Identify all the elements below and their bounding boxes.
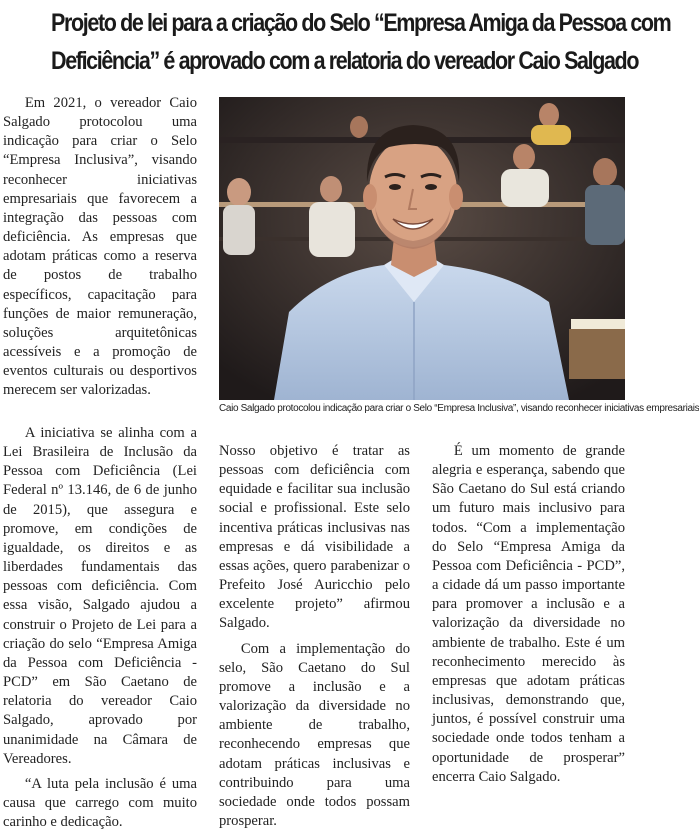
paragraph: “A luta pela inclusão é uma causa que carrego com muito carinho e dedicação. (3, 775, 197, 831)
paragraph: Nosso objetivo é tratar as pessoas com deficiência com equidade e facilitar sua inclusão social e profissional. Este selo incentiva práticas inclusivas nas empresas e dá visibilidade a essas ações, quero parabenizar o Prefeito José Auricchio pelo excelente projeto” afirmou Salgado. (219, 443, 410, 632)
paragraph: Em 2021, o vereador Caio Salgado protocolou uma indicação para criar o Selo “Empresa Inclusiva”, visando reconhecer iniciativas empresariais que favorecem a integração das pessoas com deficiência. As empresas que adotam práticas como a reserva de postos de trabalho específicos, capacitação para funções de maior remuneração, soluções arquitetônicas acessíveis e a promoção de eventos culturais ou desportivos merecem ser valorizadas. (3, 95, 197, 399)
column-3 (432, 442, 625, 787)
portrait-photo (219, 97, 625, 400)
column-2 (219, 442, 410, 831)
photo-caption: Caio Salgado protocolou indicação para criar o Selo “Empresa Inclusiva”, visando reconhecer iniciativas empresariais (219, 403, 699, 414)
paragraph: Com a implementação do selo, São Caetano do Sul promove a inclusão e a valorização da diversidade no ambiente de trabalho, reconhecendo empresas que adotam práticas inclusivas e contribuindo para uma sociedade onde todos possam prosperar. (219, 640, 410, 829)
paragraph: A iniciativa se alinha com a Lei Brasileira de Inclusão da Pessoa com Deficiência (Lei Federal nº 13.146, de 6 de junho de 2015), que assegura e promove, em condições de igualdade, os direitos e as liberdades fundamentais das pessoas com deficiência. Com essa visão, Salgado ajudou a construir o Projeto de Lei para a criação do selo “Empresa Amiga da Pessoa com Deficiência - PCD” em São Caetano de relatoria do vereador Caio Salgado, aprovado por unanimidade na Câmara de Vereadores. (3, 425, 197, 767)
article-headline (51, 4, 671, 80)
article-photo (219, 97, 625, 400)
headline-line-1: Projeto de lei para a criação do Selo “Empresa Amiga da Pessoa com (51, 9, 671, 37)
column-1-top (3, 94, 197, 401)
headline-line-2: Deficiência” é aprovado com a relatoria do vereador Caio Salgado (51, 47, 639, 75)
column-1-bottom (3, 424, 197, 832)
paragraph: É um momento de grande alegria e esperança, sabendo que São Caetano do Sul está criando um futuro mais inclusivo para todos. “Com a implementação do Selo “Empresa Amiga da Pessoa com Deficiência - PCD”, a cidade dá um passo importante para promover a inclusão e a valorização da diversidade no ambiente de trabalho. Este é um reconhecimento merecido às empresas que adotam práticas inclusivas, demonstrando que, juntos, é possível construir uma sociedade onde todos tenham a oportunidade de prosperar” encerra Caio Salgado. (432, 443, 625, 785)
